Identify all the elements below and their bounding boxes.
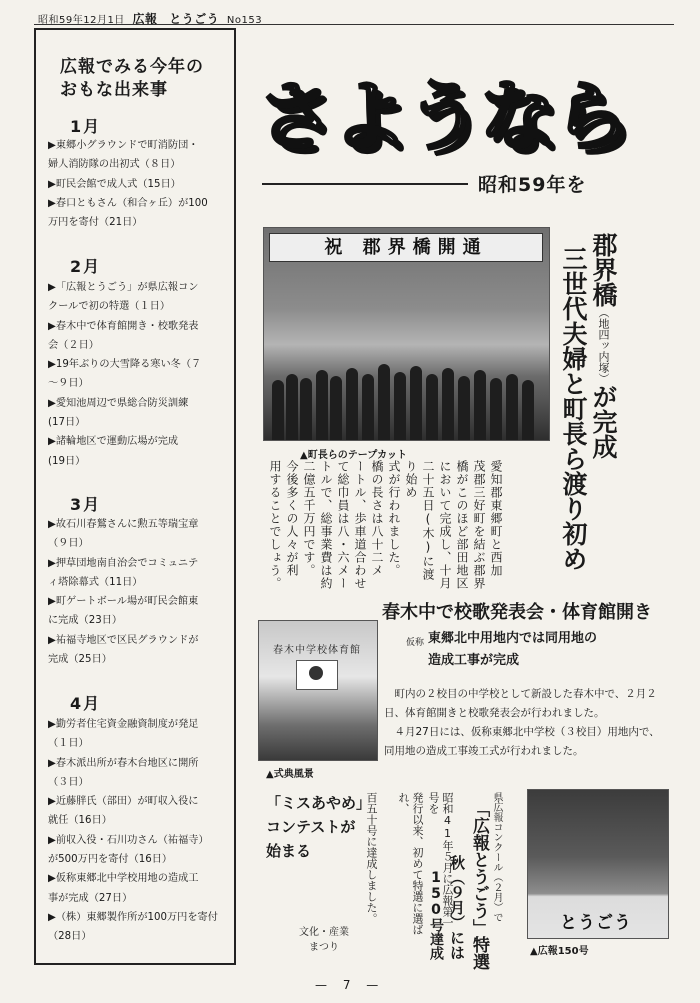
list-item: ▶前収入役・石川功さん（祐福寺） <box>48 834 209 846</box>
school-article: 町内の２校目の中学校として新設した春木中で、２月２日、体育館開きと校歌発表会が行われました。 ４月27日には、仮称東郷北中学校（３校目）用地内で、同用地の造成工事竣工式が行われました。 <box>384 688 660 757</box>
month-label: 3月 <box>70 495 102 514</box>
list-item: ▶諸輪地区で運動広場が完成 <box>48 436 179 448</box>
ceremony-caption: ▲式典風景 <box>266 769 314 780</box>
bridge-headline-note: （地四ッ内塚） <box>597 307 610 384</box>
list-item: 事が完成（27日） <box>48 892 133 904</box>
koho-cover-title: とうごう <box>560 913 632 933</box>
koho-caption: ▲広報150号 <box>530 946 589 957</box>
month-label: 2月 <box>70 257 102 276</box>
koho-body-line: 百五十号に達成しました。 <box>365 792 378 924</box>
list-item: 婦人消防隊の出初式（８日） <box>48 159 181 171</box>
festival-label: 文化・産業 まつり <box>299 927 349 953</box>
koho-kicker: 県広報コンクール（２月）で <box>491 792 502 922</box>
list-item: (17日） <box>48 417 86 429</box>
title-rule <box>262 183 468 185</box>
list-item: ▶春木派出所が春木台地区に開所 <box>48 757 199 769</box>
list-item: ▶（株）東郷製作所が100万円を寄付 <box>48 911 218 923</box>
events-title: 広報でみる今年の おもな出来事 <box>60 57 204 100</box>
header-logo: 広報 <box>132 12 158 26</box>
bridge-headline: 郡界橋（地四ッ内塚）が完成 <box>589 232 618 459</box>
list-item: ▶近藤胖氏（部田）が町収入役に <box>48 796 199 808</box>
school-headline: 春木中で校歌発表会・体育館開き <box>382 602 652 623</box>
header-name: とうごう <box>169 12 220 26</box>
ceremony-banner: 春木中学校体育館 <box>273 645 361 656</box>
page-number: — 7 — <box>315 978 385 992</box>
list-item: 会（２日） <box>48 339 99 351</box>
list-item: ▶春口ともさん（和合ヶ丘）が100 <box>48 197 208 209</box>
month-label: 1月 <box>70 117 102 136</box>
list-item: 万円を寄付（21日） <box>48 217 143 229</box>
koho-body-line: 昭和41年５月に広報第一号を <box>427 792 454 928</box>
month-label: 4月 <box>70 694 102 713</box>
bridge-banner: 祝 郡界橋開通 <box>269 233 543 262</box>
list-item: ▶愛知池周辺で県総合防災訓練 <box>48 397 189 409</box>
list-item: 〜９日） <box>48 378 89 390</box>
list-item: ィ塔除幕式（11日） <box>48 576 143 588</box>
list-item: クールで初の特選（１日） <box>48 301 171 313</box>
header-issue: No153 <box>226 15 263 26</box>
month-items <box>48 715 236 947</box>
main-title: さようなら <box>258 72 628 161</box>
school-subheadline: 仮称 東郷北中用地内では同用地の 造成工事が完成 <box>406 631 598 668</box>
koho-headline: 「広報とうごう」特選 <box>469 800 489 970</box>
header-date: 昭和59年12月1日 <box>38 15 125 26</box>
list-item: 完成（25日） <box>48 654 112 666</box>
list-item: ▶故石川春鷲さんに勲五等瑞宝章 <box>48 519 199 530</box>
bridge-article: 愛知郡東郷町と西加 茂郡三好町を結ぶ郡界 橋がこのほど部田地区 において完成し、十月 二十五日(木)に渡り始め 式が行われました。 橋の長さは八十二メ ートル、歩車道合わせ て総巾員は八・六メー トルで、総事業費は約 二億五千万円です。 今後多くの人々が利 用することでしょう。 <box>268 460 503 590</box>
bridge-caption: ▲町長らのテープカット <box>300 450 407 461</box>
list-item: ▶祐福寺地区で区民グラウンドが <box>48 634 199 646</box>
list-item: ▶町民会館で成人式（15日） <box>48 178 181 190</box>
flag-circle <box>309 666 323 680</box>
month-items <box>48 278 236 471</box>
month-items <box>48 136 236 232</box>
bridge-subheadline: 三世代夫婦と町長ら渡り初め <box>559 246 588 571</box>
list-item: が500万円を寄付（16日） <box>48 854 173 866</box>
header-divider <box>34 24 674 25</box>
list-item: ▶「広報とうごう」が県広報コン <box>48 282 199 293</box>
list-item: （９日） <box>48 538 89 550</box>
list-item: （３日） <box>48 776 89 788</box>
list-item: ▶町ゲートボール場が町民会館東 <box>48 596 199 608</box>
miss-ayame-headline: 「ミスあやめ」 コンテストが 始まる <box>266 794 372 860</box>
list-item: （１日） <box>48 738 89 750</box>
list-item: ▶19年ぶりの大雪降る寒い冬（７ <box>48 359 202 371</box>
list-item: (19日） <box>48 455 86 467</box>
list-item: ▶仮称東郷北中学校用地の造成工 <box>48 873 199 885</box>
list-item: 就任（16日） <box>48 815 112 827</box>
koho-body-line: 発行以来、初めて特選に選ばれ、 <box>397 792 424 935</box>
list-item: ▶押草団地南自治会でコミュニテ <box>48 557 199 569</box>
month-items <box>48 515 236 669</box>
list-item: ▶東郷小グラウンドで町消防団・ <box>48 140 199 151</box>
koho-headline-3: 150号達成 <box>428 870 444 960</box>
list-item: に完成（23日） <box>48 615 123 627</box>
koho-headline-2: 秋（９月）には <box>448 855 466 960</box>
main-subtitle: 昭和59年を <box>478 174 587 196</box>
list-item: ▶春木中で体育館開き・校歌発表 <box>48 320 199 332</box>
list-item: ▶勤労者住宅資金融資制度が発足 <box>48 719 199 730</box>
list-item: （28日） <box>48 931 92 943</box>
